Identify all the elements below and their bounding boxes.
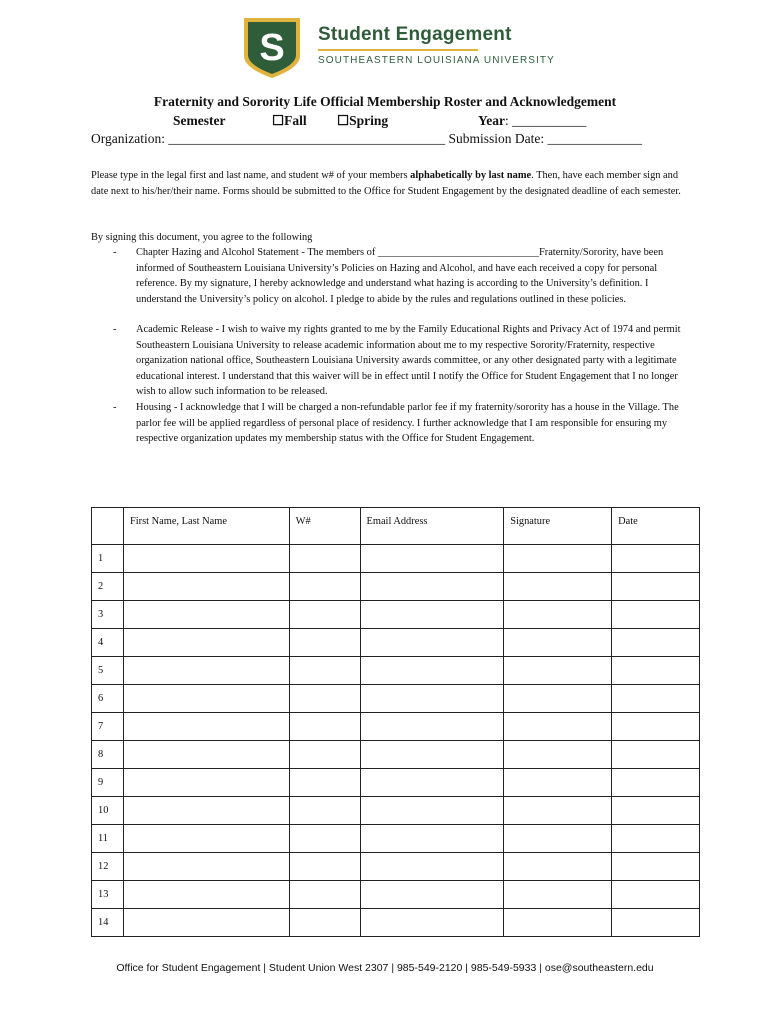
row-number: 8 bbox=[92, 741, 124, 769]
row-number: 10 bbox=[92, 797, 124, 825]
date-cell[interactable] bbox=[612, 853, 700, 881]
table-row bbox=[92, 853, 700, 881]
w-number-cell[interactable] bbox=[289, 909, 360, 937]
bullet-dash: - bbox=[113, 402, 117, 413]
name-cell[interactable] bbox=[123, 685, 289, 713]
row-number: 12 bbox=[92, 853, 124, 881]
date-cell[interactable] bbox=[612, 685, 700, 713]
date-cell[interactable] bbox=[612, 769, 700, 797]
email-cell[interactable] bbox=[360, 657, 504, 685]
name-cell[interactable] bbox=[123, 629, 289, 657]
instructions-text-bold: alphabetically by last name bbox=[410, 170, 532, 181]
date-cell[interactable] bbox=[612, 797, 700, 825]
w-number-cell[interactable] bbox=[289, 769, 360, 797]
signature-cell[interactable] bbox=[504, 573, 612, 601]
date-cell[interactable] bbox=[612, 881, 700, 909]
name-cell[interactable] bbox=[123, 825, 289, 853]
year-field[interactable] bbox=[478, 113, 586, 129]
semester-label: Semester bbox=[173, 113, 226, 128]
agreement-item-academic bbox=[91, 322, 681, 400]
table-row bbox=[92, 909, 700, 937]
table-row bbox=[92, 797, 700, 825]
brand-block bbox=[318, 24, 555, 66]
agreement-item-hazing bbox=[91, 245, 681, 307]
name-cell[interactable] bbox=[123, 713, 289, 741]
brand-subtitle: SOUTHEASTERN LOUISIANA UNIVERSITY bbox=[318, 55, 555, 66]
name-cell[interactable] bbox=[123, 881, 289, 909]
signature-cell[interactable] bbox=[504, 741, 612, 769]
table-row bbox=[92, 629, 700, 657]
row-number: 14 bbox=[92, 909, 124, 937]
w-number-cell[interactable] bbox=[289, 741, 360, 769]
email-cell[interactable] bbox=[360, 853, 504, 881]
signature-cell[interactable] bbox=[504, 685, 612, 713]
table-row bbox=[92, 713, 700, 741]
signature-cell[interactable] bbox=[504, 797, 612, 825]
organization-submission-line[interactable]: Organization: _________________________________________ Submission Date: ______________ bbox=[91, 131, 642, 146]
signature-cell[interactable] bbox=[504, 601, 612, 629]
table-row bbox=[92, 741, 700, 769]
table-row bbox=[92, 657, 700, 685]
year-line: : ___________ bbox=[505, 113, 587, 128]
fall-checkbox[interactable]: ☐Fall bbox=[272, 113, 307, 128]
w-number-cell[interactable] bbox=[289, 545, 360, 573]
w-number-cell[interactable] bbox=[289, 825, 360, 853]
spring-checkbox[interactable]: ☐Spring bbox=[337, 113, 389, 128]
table-row bbox=[92, 545, 700, 573]
w-number-cell[interactable] bbox=[289, 657, 360, 685]
w-number-cell[interactable] bbox=[289, 601, 360, 629]
name-cell[interactable] bbox=[123, 545, 289, 573]
signature-cell[interactable] bbox=[504, 769, 612, 797]
date-cell[interactable] bbox=[612, 601, 700, 629]
w-number-cell[interactable] bbox=[289, 685, 360, 713]
email-cell[interactable] bbox=[360, 601, 504, 629]
instructions-paragraph bbox=[91, 168, 681, 200]
name-cell[interactable] bbox=[123, 741, 289, 769]
column-header-w-number: W# bbox=[289, 508, 360, 545]
date-cell[interactable] bbox=[612, 573, 700, 601]
table-row bbox=[92, 685, 700, 713]
date-cell[interactable] bbox=[612, 657, 700, 685]
brand-title: Student Engagement bbox=[318, 24, 512, 45]
row-number: 4 bbox=[92, 629, 124, 657]
column-header-date: Date bbox=[612, 508, 700, 545]
page-header bbox=[240, 16, 555, 80]
table-header-row bbox=[92, 508, 700, 545]
email-cell[interactable] bbox=[360, 825, 504, 853]
date-cell[interactable] bbox=[612, 825, 700, 853]
form-title: Fraternity and Sorority Life Official Membership Roster and Acknowledgement bbox=[153, 94, 617, 109]
w-number-cell[interactable] bbox=[289, 881, 360, 909]
email-cell[interactable] bbox=[360, 769, 504, 797]
date-cell[interactable] bbox=[612, 909, 700, 937]
date-cell[interactable] bbox=[612, 545, 700, 573]
email-cell[interactable] bbox=[360, 545, 504, 573]
w-number-cell[interactable] bbox=[289, 573, 360, 601]
signature-cell[interactable] bbox=[504, 713, 612, 741]
row-number: 2 bbox=[92, 573, 124, 601]
agreement-item-text: Housing - I acknowledge that I will be charged a non-refundable parlor fee if my fraternity/sorority has a house in the Village. The parlor fee will be applied regardless of personal place of residency. I further acknowledge that I am responsible for ensuring my respective organization updates my membership status with the Office for Student Engagement. bbox=[136, 402, 679, 445]
instructions-text-pre: Please type in the legal first and last name, and student w# of your members bbox=[91, 170, 411, 181]
bullet-dash: - bbox=[113, 247, 117, 258]
email-cell[interactable] bbox=[360, 909, 504, 937]
date-cell[interactable] bbox=[612, 713, 700, 741]
logo-letter: S bbox=[259, 27, 285, 69]
email-cell[interactable] bbox=[360, 685, 504, 713]
column-header-email: Email Address bbox=[360, 508, 504, 545]
row-number: 9 bbox=[92, 769, 124, 797]
roster-body bbox=[92, 545, 700, 937]
email-cell[interactable] bbox=[360, 713, 504, 741]
table-row bbox=[92, 601, 700, 629]
name-cell[interactable] bbox=[123, 797, 289, 825]
row-number: 13 bbox=[92, 881, 124, 909]
name-cell[interactable] bbox=[123, 853, 289, 881]
brand-divider bbox=[318, 49, 478, 51]
w-number-cell[interactable] bbox=[289, 797, 360, 825]
agreement-item-housing bbox=[91, 400, 681, 447]
column-header-signature: Signature bbox=[504, 508, 612, 545]
email-cell[interactable] bbox=[360, 881, 504, 909]
year-label: Year bbox=[478, 113, 505, 128]
table-row bbox=[92, 573, 700, 601]
signature-cell[interactable] bbox=[504, 657, 612, 685]
signature-cell[interactable] bbox=[504, 825, 612, 853]
table-row bbox=[92, 769, 700, 797]
row-number: 11 bbox=[92, 825, 124, 853]
footer-contact: Office for Student Engagement | Student Union West 2307 | 985-549-2120 | 985-549-5933 | ose@southeastern.edu bbox=[116, 962, 654, 974]
roster-table bbox=[91, 507, 700, 937]
date-cell[interactable] bbox=[612, 629, 700, 657]
row-number: 7 bbox=[92, 713, 124, 741]
table-row bbox=[92, 881, 700, 909]
column-header-name: First Name, Last Name bbox=[123, 508, 289, 545]
row-number: 6 bbox=[92, 685, 124, 713]
w-number-cell[interactable] bbox=[289, 713, 360, 741]
bullet-dash: - bbox=[113, 324, 117, 335]
name-cell[interactable] bbox=[123, 909, 289, 937]
instructions-text-post: . Then, have each member sign and date next to his/her/their name. Forms should be submitted to the Office for Student Engagement by the designated deadline of each semester. bbox=[91, 170, 681, 197]
agreement-item-text: Chapter Hazing and Alcohol Statement - The members of _______________________________Fraternity/Sorority, have been informed of Southeastern Louisiana University’s Policies on Hazing and Alcohol, and have each received a copy for personal reference. By my signature, I hereby acknowledge and understand what hazing is according to the University’s definition. I understand the University’s policy on alcohol. I pledge to abide by the rules and regulations outlined in these policies. bbox=[136, 247, 664, 305]
column-header-number bbox=[92, 508, 124, 545]
row-number: 5 bbox=[92, 657, 124, 685]
row-number: 3 bbox=[92, 601, 124, 629]
name-cell[interactable] bbox=[123, 601, 289, 629]
table-row bbox=[92, 825, 700, 853]
name-cell[interactable] bbox=[123, 657, 289, 685]
w-number-cell[interactable] bbox=[289, 629, 360, 657]
agreement-item-text: Academic Release - I wish to waive my rights granted to me by the Family Educational Rights and Privacy Act of 1974 and permit Southeastern Louisiana University to release academic information about me to my respective Sorority/Fraternity, respective organization national office, Southeastern Louisiana University awards committee, or any other designated party with a legitimate educational interest. I understand that this waiver will be in effect until I notify the Office for Student Engagement that I no longer wish to allow such information to be released. bbox=[136, 324, 681, 398]
signature-cell[interactable] bbox=[504, 881, 612, 909]
w-number-cell[interactable] bbox=[289, 853, 360, 881]
email-cell[interactable] bbox=[360, 741, 504, 769]
signature-cell[interactable] bbox=[504, 909, 612, 937]
university-shield-logo bbox=[240, 16, 304, 80]
email-cell[interactable] bbox=[360, 573, 504, 601]
row-number: 1 bbox=[92, 545, 124, 573]
name-cell[interactable] bbox=[123, 769, 289, 797]
email-cell[interactable] bbox=[360, 629, 504, 657]
signature-cell[interactable] bbox=[504, 853, 612, 881]
agreement-intro: By signing this document, you agree to the following bbox=[91, 232, 313, 243]
signature-cell[interactable] bbox=[504, 629, 612, 657]
date-cell[interactable] bbox=[612, 741, 700, 769]
name-cell[interactable] bbox=[123, 573, 289, 601]
email-cell[interactable] bbox=[360, 797, 504, 825]
signature-cell[interactable] bbox=[504, 545, 612, 573]
